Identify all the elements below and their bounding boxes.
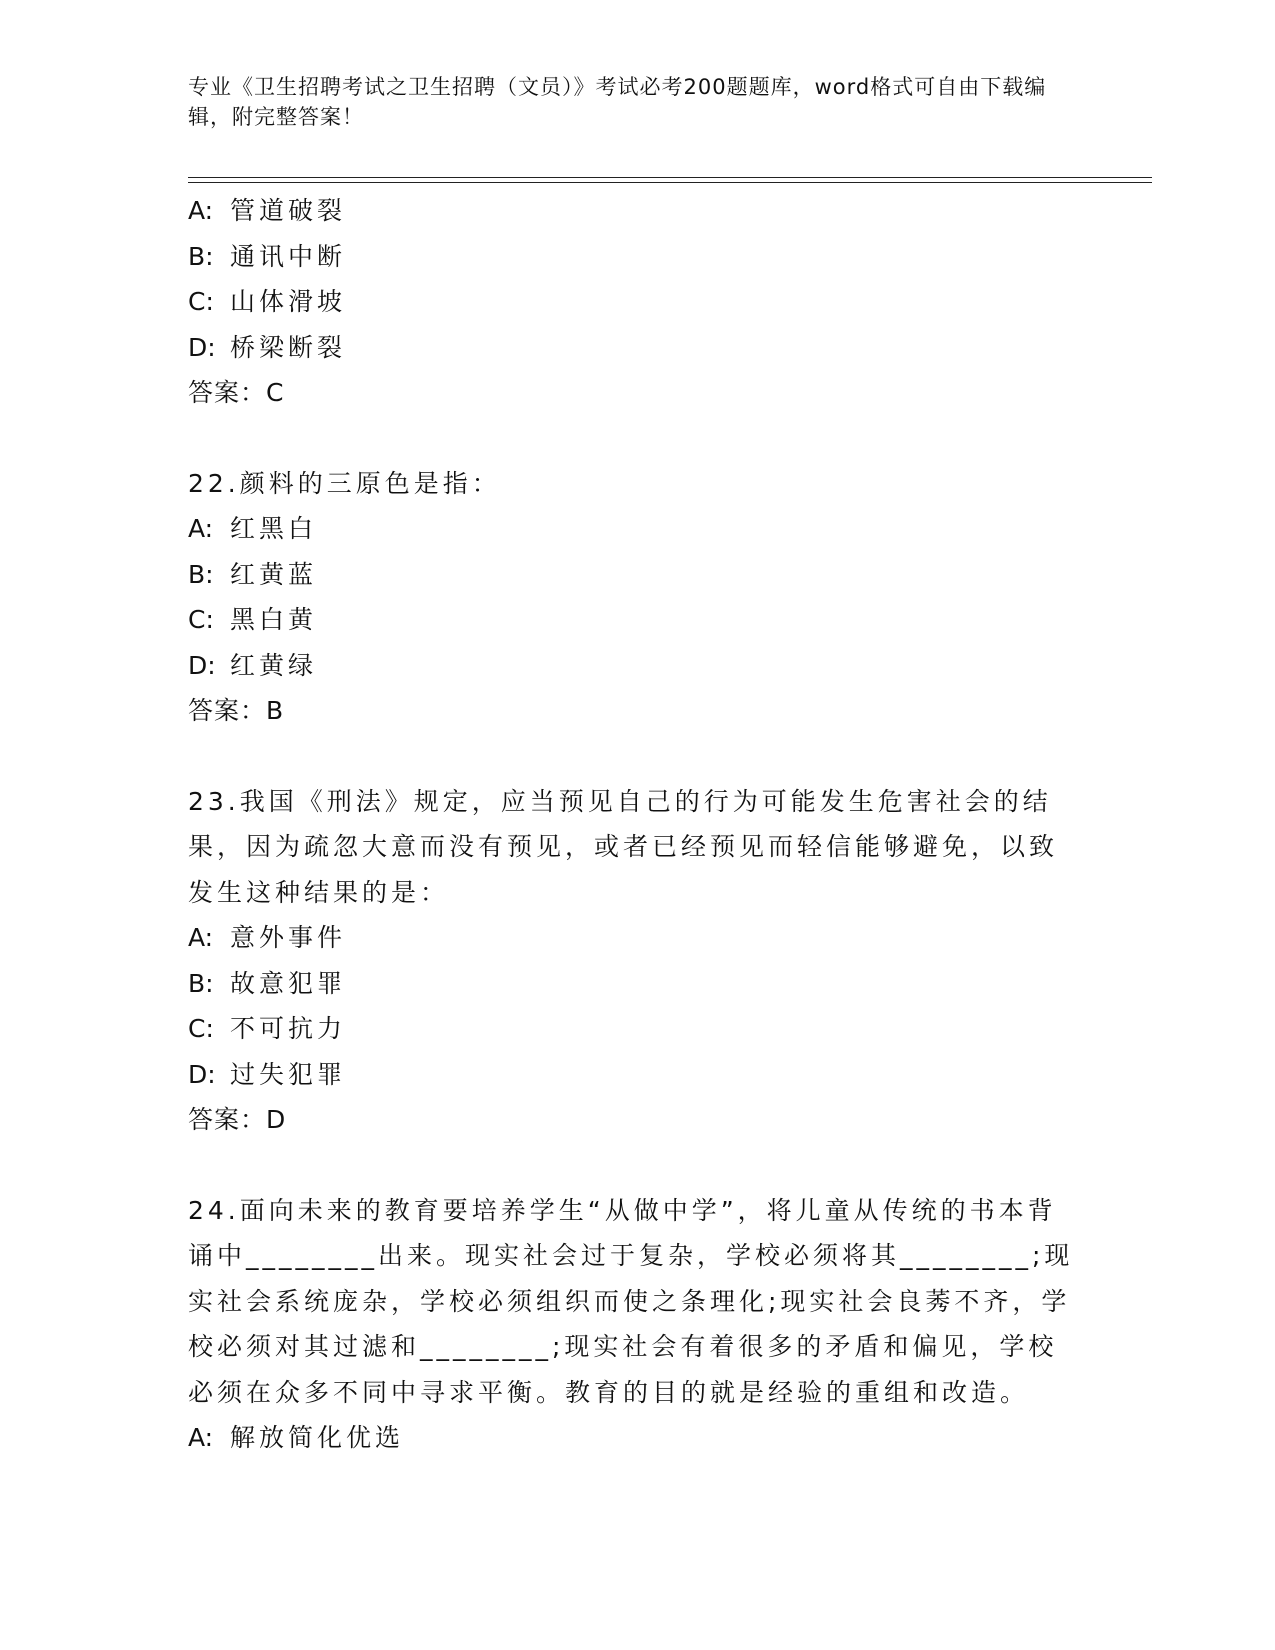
option-d xyxy=(188,325,1078,371)
option-d xyxy=(188,1052,1078,1098)
question-text: 23.我国《刑法》规定，应当预见自己的行为可能发生危害社会的结果，因为疏忽大意而没有预见，或者已经预见而轻信能够避免，以致发生这种结果的是： xyxy=(188,786,1059,907)
option-a xyxy=(188,188,1078,234)
option-c xyxy=(188,1006,1078,1052)
option-label: A: xyxy=(188,196,214,225)
option-a xyxy=(188,506,1078,552)
option-a xyxy=(188,1415,1078,1461)
question-block-23 xyxy=(188,779,1078,1143)
option-text: 桥梁断裂 xyxy=(230,332,347,362)
question-spacer xyxy=(188,734,1078,779)
option-label: B: xyxy=(188,559,214,589)
option-text: 故意犯罪 xyxy=(230,968,347,998)
question-text: 22.颜料的三原色是指： xyxy=(188,468,501,498)
header-divider-bottom xyxy=(188,182,1152,183)
option-b xyxy=(188,234,1078,280)
header-divider-top xyxy=(188,177,1152,178)
option-label: C: xyxy=(188,1014,214,1043)
answer-line: 答案：C xyxy=(188,378,285,407)
question-block-22 xyxy=(188,461,1078,734)
option-text: 管道破裂 xyxy=(230,196,347,225)
option-b xyxy=(188,552,1078,598)
option-label: C: xyxy=(188,605,214,634)
option-text: 黑白黄 xyxy=(230,605,318,634)
option-text: 意外事件 xyxy=(230,923,347,952)
question-spacer xyxy=(188,416,1078,461)
question-spacer xyxy=(188,1143,1078,1188)
option-label: A: xyxy=(188,514,214,543)
option-text: 过失犯罪 xyxy=(230,1059,347,1089)
option-text: 通讯中断 xyxy=(230,241,347,271)
option-text: 山体滑坡 xyxy=(230,287,347,316)
question-block-prev xyxy=(188,188,1078,416)
question-list xyxy=(188,188,1078,1461)
option-text: 红黄绿 xyxy=(230,650,318,680)
option-c xyxy=(188,597,1078,643)
answer-line: 答案：B xyxy=(188,696,285,725)
option-label: A: xyxy=(188,923,214,952)
option-label: D: xyxy=(188,650,216,680)
option-label: B: xyxy=(188,241,214,271)
option-label: C: xyxy=(188,287,214,316)
option-d xyxy=(188,643,1078,689)
option-label: B: xyxy=(188,968,214,998)
option-b xyxy=(188,961,1078,1007)
option-text: 红黄蓝 xyxy=(230,559,318,589)
question-text: 24.面向未来的教育要培养学生“从做中学”，将儿童从传统的书本背诵中________出来。现实社会过于复杂，学校必须将其________;现实社会系统庞杂，学校必须组织而使之条理化;现实社会良莠不齐，学校必须对其过滤和________;现实社会有着很多的矛盾和偏见，学校必须在众多不同中寻求平衡。教育的目的就是经验的重组和改造。 xyxy=(188,1195,1074,1407)
answer-line: 答案：D xyxy=(188,1105,287,1134)
option-c xyxy=(188,279,1078,325)
question-block-24 xyxy=(188,1188,1078,1461)
option-text: 解放简化优选 xyxy=(230,1423,405,1452)
option-label: D: xyxy=(188,1059,216,1089)
document-header: 专业《卫生招聘考试之卫生招聘（文员）》考试必考200题题库，word格式可自由下载编辑，附完整答案！ xyxy=(188,75,1047,129)
option-text: 红黑白 xyxy=(230,514,318,543)
option-label: D: xyxy=(188,332,216,362)
option-a xyxy=(188,915,1078,961)
option-text: 不可抗力 xyxy=(230,1014,347,1043)
option-label: A: xyxy=(188,1423,214,1452)
